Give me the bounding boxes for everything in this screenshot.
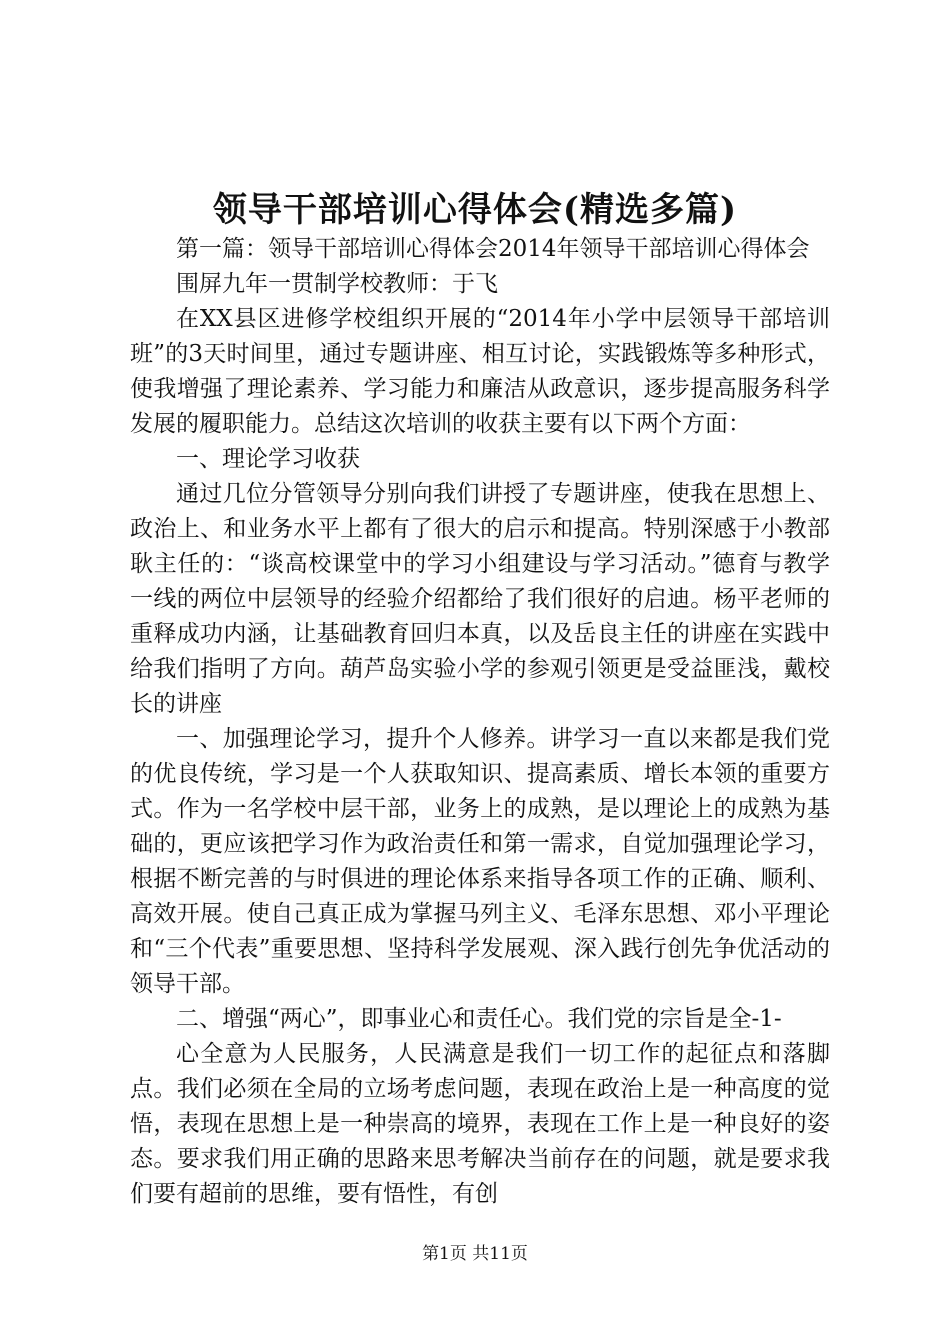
paragraph-8: 心全意为人民服务，人民满意是我们一切工作的起征点和落脚点。我们必须在全局的立场考虑问题，表现在政治上是一种高度的觉悟，表现在思想上是一种崇高的境界，表现在工作上是一种良好的姿态。要求我们用正确的思路来思考解决当前存在的问题，就是要求我们要有超前的思维，要有悟性，有创 [130, 1041, 830, 1207]
paragraph-4: 一、理论学习收获 [176, 446, 360, 472]
document-title: 领导干部培训心得体会(精选多篇) [212, 190, 738, 230]
paragraph-7: 二、增强“两心”，即事业心和责任心。我们党的宗旨是全-1- [176, 1006, 782, 1032]
paragraph-3: 在XX县区进修学校组织开展的“2014年小学中层领导干部培训班”的3天时间里，通过专题讲座、相互讨论，实践锻炼等多种形式，使我增强了理论素养、学习能力和廉洁从政意识，逐步提高服务科学发展的履职能力。总结这次培训的收获主要有以下两个方面： [130, 306, 830, 437]
paragraph-6: 一、加强理论学习，提升个人修养。讲学习一直以来都是我们党的优良传统，学习是一个人获取知识、提高素质、增长本领的重要方式。作为一名学校中层干部，业务上的成熟，是以理论上的成熟为基础的，更应该把学习作为政治责任和第一需求，自觉加强理论学习，根据不断完善的与时俱进的理论体系来指导各项工作的正确、顺利、高效开展。使自己真正成为掌握马列主义、毛泽东思想、邓小平理论和“三个代表”重要思想、坚持科学发展观、深入践行创先争优活动的领导干部。 [130, 726, 830, 997]
paragraph-2: 围屏九年一贯制学校教师：于飞 [176, 271, 498, 297]
paragraph-5: 通过几位分管领导分别向我们讲授了专题讲座，使我在思想上、政治上、和业务水平上都有了很大的启示和提高。特别深感于小教部耿主任的：“谈高校课堂中的学习小组建设与学习活动。”德育与教学一线的两位中层领导的经验介绍都给了我们很好的启迪。杨平老师的重释成功内涵，让基础教育回归本真，以及岳良主任的讲座在实践中给我们指明了方向。葫芦岛实验小学的参观引领更是受益匪浅，戴校长的讲座 [130, 481, 830, 717]
paragraph-1: 第一篇：领导干部培训心得体会2014年领导干部培训心得体会 [176, 236, 810, 262]
document-body [130, 232, 830, 1212]
page-number-footer: 第1页 共11页 [422, 1244, 528, 1264]
